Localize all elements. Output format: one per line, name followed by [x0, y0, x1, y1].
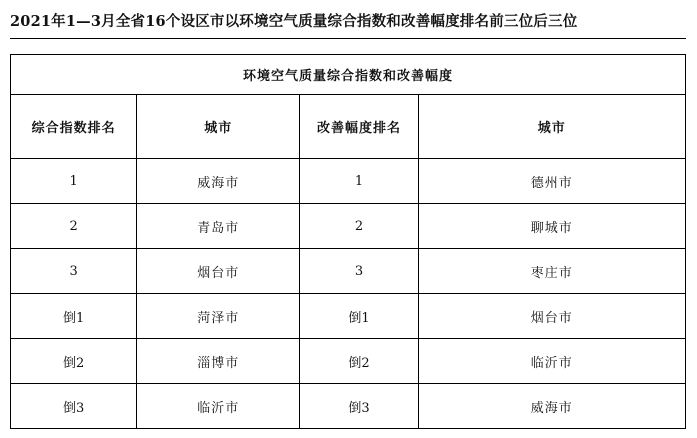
composite-rank-cell: 倒3: [11, 384, 137, 429]
improvement-city-cell: 聊城市: [418, 204, 685, 249]
composite-rank-cell: 3: [11, 249, 137, 294]
header-city: 城市: [137, 95, 300, 159]
composite-rank-cell: 1: [11, 159, 137, 204]
table-row: [11, 384, 686, 429]
improvement-rank-cell: 3: [300, 249, 418, 294]
header-city: 城市: [418, 95, 685, 159]
table-row: [11, 204, 686, 249]
table-header-row: [11, 95, 686, 159]
improvement-city-cell: 德州市: [418, 159, 685, 204]
composite-city-cell: 菏泽市: [137, 294, 300, 339]
composite-city-cell: 威海市: [137, 159, 300, 204]
improvement-city-cell: 临沂市: [418, 339, 685, 384]
improvement-rank-cell: 倒3: [300, 384, 418, 429]
header-composite-rank: 综合指数排名: [11, 95, 137, 159]
improvement-city-cell: 烟台市: [418, 294, 685, 339]
table-row: [11, 339, 686, 384]
improvement-city-cell: 枣庄市: [418, 249, 685, 294]
composite-rank-cell: 2: [11, 204, 137, 249]
table-row: [11, 294, 686, 339]
table-caption-row: [11, 55, 686, 95]
improvement-rank-cell: 倒2: [300, 339, 418, 384]
table-caption: 环境空气质量综合指数和改善幅度: [11, 55, 686, 95]
composite-city-cell: 青岛市: [137, 204, 300, 249]
improvement-rank-cell: 2: [300, 204, 418, 249]
composite-city-cell: 临沂市: [137, 384, 300, 429]
composite-rank-cell: 倒2: [11, 339, 137, 384]
table-row: [11, 249, 686, 294]
composite-rank-cell: 倒1: [11, 294, 137, 339]
composite-city-cell: 淄博市: [137, 339, 300, 384]
composite-city-cell: 烟台市: [137, 249, 300, 294]
improvement-rank-cell: 倒1: [300, 294, 418, 339]
document-title: 2021年1—3月全省16个设区市以环境空气质量综合指数和改善幅度排名前三位后三位: [10, 13, 578, 30]
ranking-table: [10, 54, 686, 429]
header-improvement-rank: 改善幅度排名: [300, 95, 418, 159]
table-row: [11, 159, 686, 204]
improvement-rank-cell: 1: [300, 159, 418, 204]
improvement-city-cell: 威海市: [418, 384, 685, 429]
title-divider: [10, 38, 686, 39]
